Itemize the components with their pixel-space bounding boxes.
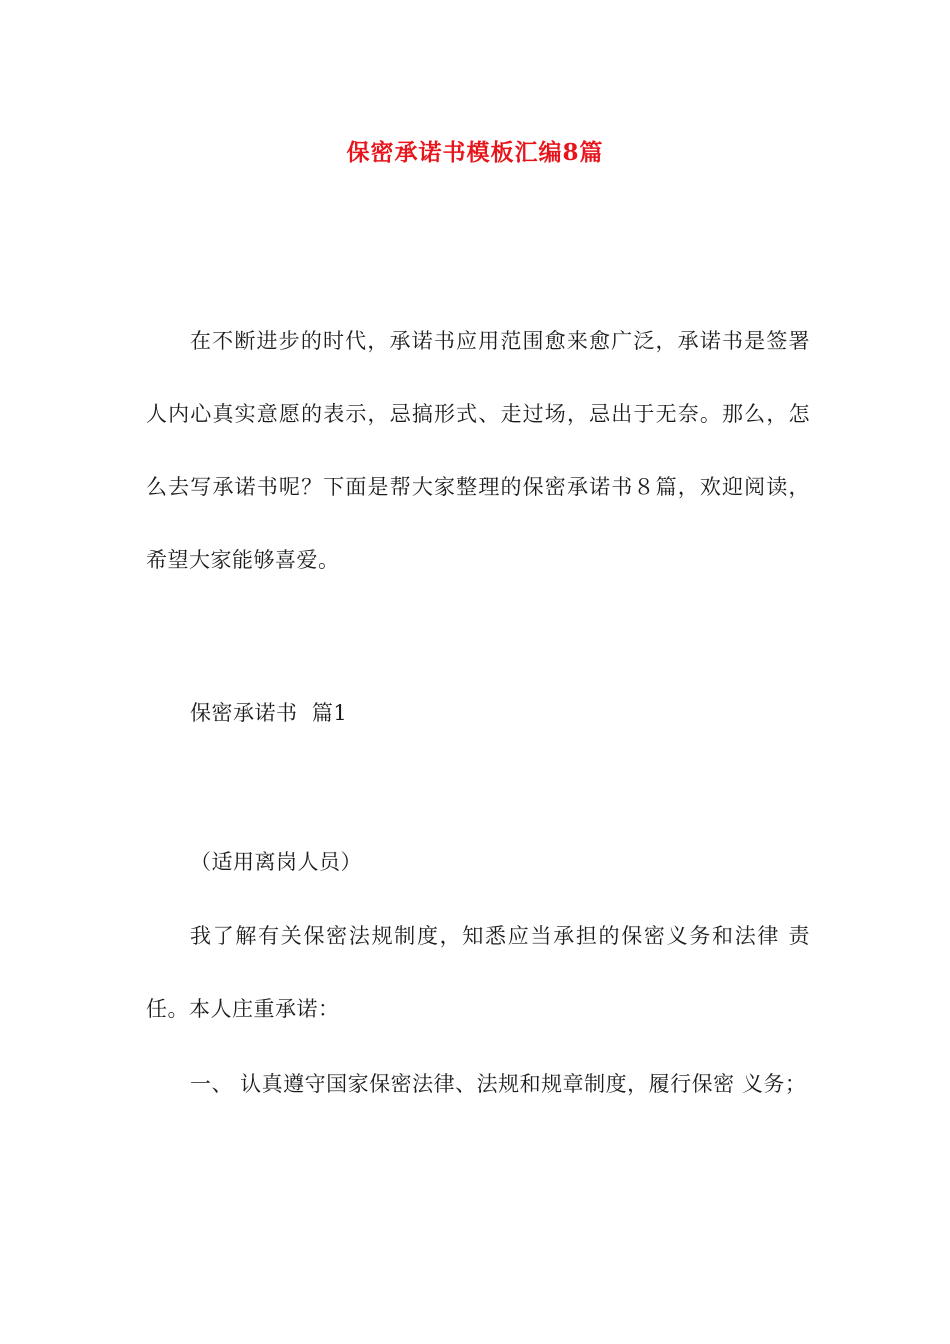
acknowledgement-paragraph: 我了解有关保密法规制度，知悉应当承担的保密义务和法律 责任。本人庄重承诺：: [146, 924, 810, 1021]
commitment-item-1: 一、 认真遵守国家保密法律、法规和规章制度，履行保密 义务；: [190, 1072, 807, 1096]
scope-note: （适用离岗人员）: [190, 850, 362, 874]
document-title: 保密承诺书模板汇编8篇: [346, 139, 604, 166]
intro-paragraph: 在不断进步的时代，承诺书应用范围愈来愈广泛，承诺书是签署人内心真实意愿的表示，忌搞形式、走过场，忌出于无奈。那么，怎么去写承诺书呢？下面是帮大家整理的保密承诺书８篇，欢迎阅读，希望大家能够喜爱。: [146, 329, 810, 572]
section-heading: 保密承诺书 篇1: [190, 701, 348, 725]
